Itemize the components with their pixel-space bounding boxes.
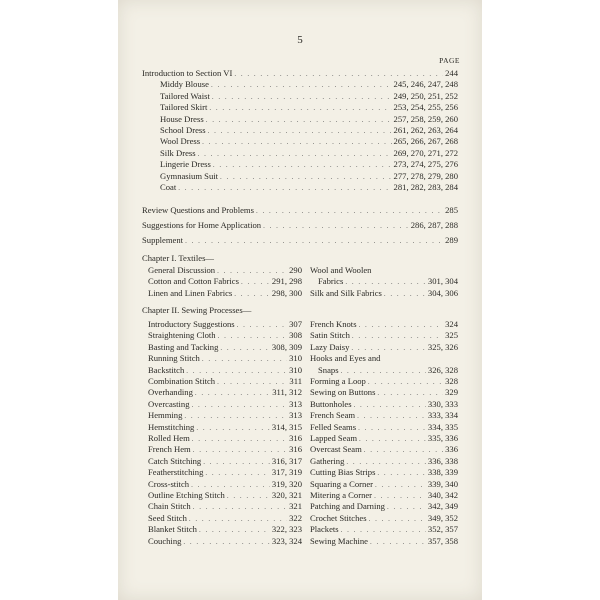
dot-leader	[364, 445, 443, 456]
toc-entry-label: Cross-stitch	[148, 478, 190, 489]
toc-entry-label: Snaps	[318, 364, 339, 375]
toc-entry-pages: 286, 287, 288	[410, 220, 458, 230]
toc-entry	[310, 444, 458, 456]
toc-entry	[310, 513, 458, 525]
toc-entry-label: Buttonholes	[310, 398, 352, 409]
toc-entry-pages: 322, 323	[271, 524, 302, 535]
toc-entry-pages: 311	[289, 376, 302, 386]
dot-leader	[183, 537, 270, 548]
toc-entry-label: Hemming	[148, 410, 183, 421]
dot-leader	[218, 331, 288, 342]
toc-entry	[148, 265, 302, 277]
toc-entry	[160, 182, 458, 194]
dot-leader	[357, 411, 426, 422]
dot-leader	[256, 206, 443, 217]
toc-entry-label: Forming a Loop	[310, 376, 366, 386]
toc-entry	[148, 376, 302, 388]
dot-leader	[377, 388, 443, 399]
toc-entry-label: Blanket Stitch	[148, 524, 197, 535]
toc-entry-pages: 316	[289, 433, 302, 443]
toc-entry-label: Tailored Skirt	[160, 102, 208, 113]
toc-entry-pages: 328	[445, 376, 458, 386]
toc-entry-pages: 253, 254, 255, 256	[393, 102, 458, 113]
dot-leader	[374, 491, 426, 502]
toc-entry-label: Introduction to Section VI	[142, 68, 233, 78]
toc-entry	[310, 422, 458, 434]
toc-entry-label: Satin Stitch	[310, 330, 350, 341]
toc-entry-label: Tailored Waist	[160, 90, 210, 101]
toc-entry	[310, 265, 458, 276]
toc-entry	[148, 276, 302, 288]
dot-leader	[341, 366, 426, 377]
toc-entry-label: Chain Stitch	[148, 501, 191, 512]
dot-leader	[220, 343, 270, 354]
toc-entry-label: Lazy Daisy	[310, 341, 350, 352]
dot-leader	[209, 103, 391, 114]
toc-entry-label: Sewing on Buttons	[310, 387, 376, 398]
toc-entry	[318, 365, 458, 377]
toc-entry	[142, 205, 458, 217]
dot-leader	[217, 266, 287, 277]
dot-leader	[234, 289, 270, 300]
dot-leader	[189, 514, 287, 525]
toc-entry-pages: 285	[445, 205, 458, 215]
toc-entry-label: Introductory Suggestions	[148, 319, 235, 329]
toc-entry-label: Rolled Hem	[148, 433, 190, 443]
chapter-heading: Chapter II. Sewing Processes—	[142, 305, 252, 315]
toc-entry	[148, 479, 302, 491]
toc-entry-label: Mitering a Corner	[310, 490, 373, 500]
toc-entry-label: Plackets	[310, 524, 339, 535]
toc-entry	[310, 433, 458, 445]
toc-entry	[160, 125, 458, 137]
toc-entry	[160, 91, 458, 103]
toc-entry-pages: 325	[445, 330, 458, 341]
dot-leader	[199, 525, 270, 536]
dot-leader	[359, 434, 426, 445]
toc-entry-pages: 313	[289, 410, 302, 421]
toc-entry-label: Hemstitching	[148, 421, 195, 432]
toc-entry-pages: 339, 340	[427, 478, 458, 489]
dot-leader	[358, 423, 426, 434]
toc-entry-pages: 245, 246, 247, 248	[393, 79, 458, 90]
toc-entry	[148, 456, 302, 468]
dot-leader	[178, 183, 391, 194]
dot-leader	[352, 331, 443, 342]
toc-entry-pages: 333, 334	[427, 410, 458, 421]
toc-entry-label: Silk Dress	[160, 147, 196, 158]
toc-entry-pages: 301, 304	[427, 276, 458, 287]
toc-entry	[310, 536, 458, 548]
toc-entry-pages: 319, 320	[271, 478, 302, 489]
dot-leader	[211, 80, 392, 91]
toc-entry-pages: 340, 342	[427, 490, 458, 500]
toc-entry-label: House Dress	[160, 113, 204, 124]
toc-entry	[148, 513, 302, 525]
dot-leader	[212, 92, 392, 103]
toc-entry	[148, 433, 302, 445]
toc-entry-pages: 316	[289, 444, 302, 455]
toc-entry-label: General Discussion	[148, 265, 216, 275]
dot-leader	[196, 423, 270, 434]
toc-entry-label: Lingerie Dress	[160, 159, 211, 170]
dot-leader	[217, 377, 287, 388]
book-page	[118, 0, 482, 600]
toc-entry-pages: 338, 339	[427, 467, 458, 478]
toc-entry	[310, 410, 458, 422]
toc-entry	[310, 467, 458, 479]
toc-entry-pages: 330, 333	[427, 398, 458, 409]
dot-leader	[387, 502, 426, 513]
toc-entry	[310, 490, 458, 502]
toc-entry	[148, 387, 302, 399]
toc-entry-label: Patching and Darning	[310, 501, 385, 512]
toc-entry-label: Fabrics	[318, 276, 344, 287]
toc-entry	[148, 467, 302, 479]
toc-entry-pages: 311, 312	[272, 387, 302, 398]
toc-entry-label: French Hem	[148, 444, 191, 455]
toc-entry-pages: 313	[289, 398, 302, 409]
toc-entry-pages: 336, 338	[427, 455, 458, 466]
toc-entry-label: French Seam	[310, 410, 356, 421]
toc-entry	[310, 288, 458, 300]
toc-entry	[148, 330, 302, 342]
toc-entry-label: Middy Blouse	[160, 79, 209, 90]
toc-entry	[148, 288, 302, 300]
dot-leader	[375, 480, 426, 491]
toc-entry-label: Cotton and Cotton Fabrics	[148, 276, 239, 287]
toc-entry-pages: 326, 328	[427, 364, 458, 375]
toc-entry-pages: 289	[445, 235, 458, 245]
toc-entry-pages: 349, 352	[427, 512, 458, 523]
toc-entry-pages: 316, 317	[271, 455, 302, 466]
toc-entry-label: Featherstitching	[148, 467, 204, 478]
toc-entry	[148, 501, 302, 513]
toc-entry	[160, 102, 458, 114]
toc-entry-pages: 314, 315	[271, 421, 302, 432]
dot-leader	[237, 320, 287, 331]
toc-entry-label: Coat	[160, 182, 177, 192]
toc-entry-label: Cutting Bias Strips	[310, 467, 376, 478]
toc-entry	[160, 171, 458, 183]
toc-entry-label: Linen and Linen Fabrics	[148, 287, 233, 298]
toc-entry	[160, 136, 458, 148]
page-number: 5	[297, 34, 303, 46]
toc-entry-pages: 277, 278, 279, 280	[393, 170, 458, 181]
toc-entry-pages: 325, 326	[427, 341, 458, 352]
toc-entry-label: Combination Stitch	[148, 376, 216, 386]
toc-entry-label: Suggestions for Home Application	[142, 220, 262, 230]
dot-leader	[184, 411, 287, 422]
toc-entry-pages: 329	[445, 387, 458, 398]
toc-section-intro	[142, 68, 458, 80]
toc-entry	[160, 148, 458, 160]
toc-entry	[142, 220, 458, 232]
toc-entry-label: Seed Stitch	[148, 512, 187, 523]
toc-entry-pages: 323, 324	[271, 535, 302, 546]
toc-entry-pages: 336	[445, 444, 458, 455]
dot-leader	[345, 277, 426, 288]
toc-entry-label: Wool and Woolen	[310, 265, 372, 275]
toc-entry-label: Catch Stitching	[148, 455, 202, 466]
toc-entry	[160, 79, 458, 91]
toc-entry-pages: 261, 262, 263, 264	[393, 125, 458, 135]
dot-leader	[213, 160, 392, 171]
dot-leader	[206, 115, 392, 126]
dot-leader	[263, 221, 409, 232]
dot-leader	[369, 514, 426, 525]
toc-entry-pages: 321	[289, 501, 302, 512]
toc-entry	[148, 444, 302, 456]
dot-leader	[198, 149, 392, 160]
toc-entry	[148, 422, 302, 434]
dot-leader	[208, 126, 392, 137]
toc-entry-pages: 352, 357	[427, 524, 458, 535]
toc-entry-label: Overcasting	[148, 398, 190, 409]
toc-entry	[318, 276, 458, 288]
toc-entry	[148, 342, 302, 354]
toc-entry	[310, 342, 458, 354]
dot-leader	[346, 457, 426, 468]
dot-leader	[202, 354, 287, 365]
dot-leader	[359, 320, 444, 331]
toc-entry	[148, 524, 302, 536]
toc-entry-label: French Knots	[310, 319, 357, 329]
dot-leader	[227, 491, 270, 502]
toc-entry-label: Overhanding	[148, 387, 193, 398]
toc-entry-pages: 273, 274, 275, 276	[393, 159, 458, 170]
toc-entry-pages: 334, 335	[427, 421, 458, 432]
toc-entry-label: Lapped Seam	[310, 433, 358, 443]
toc-entry-pages: 244	[445, 68, 458, 78]
dot-leader	[205, 468, 270, 479]
toc-entry-pages: 310	[289, 353, 302, 364]
dot-leader	[384, 289, 426, 300]
toc-entry-label: Hooks and Eyes and	[310, 353, 381, 364]
dot-leader	[195, 388, 270, 399]
toc-entry	[310, 319, 458, 331]
dot-leader	[192, 400, 288, 411]
toc-entry-pages: 265, 266, 267, 268	[393, 136, 458, 147]
toc-entry-label: Sewing Machine	[310, 535, 368, 546]
toc-entry	[310, 376, 458, 388]
toc-entry	[310, 524, 458, 536]
toc-entry	[310, 353, 458, 364]
toc-entry	[310, 479, 458, 491]
dot-leader	[354, 400, 426, 411]
toc-entry	[148, 353, 302, 365]
toc-entry-pages: 357, 358	[427, 535, 458, 546]
page-column-header: PAGE	[439, 56, 460, 65]
toc-entry-label: Supplement	[142, 235, 184, 245]
toc-entry-label: Couching	[148, 535, 182, 546]
dot-leader	[185, 236, 443, 247]
toc-entry-label: Squaring a Corner	[310, 478, 374, 489]
toc-entry-label: School Dress	[160, 125, 206, 135]
toc-entry	[310, 456, 458, 468]
dot-leader	[341, 525, 426, 536]
toc-entry-pages: 281, 282, 283, 284	[393, 182, 458, 192]
toc-entry-pages: 307	[289, 319, 302, 329]
toc-entry-pages: 342, 349	[427, 501, 458, 512]
toc-entry	[142, 235, 458, 247]
toc-entry	[148, 490, 302, 502]
toc-entry	[310, 399, 458, 411]
toc-entry-pages: 249, 250, 251, 252	[393, 90, 458, 101]
chapter-heading: Chapter I. Textiles—	[142, 253, 215, 263]
toc-entry-label: Felled Seams	[310, 421, 357, 432]
toc-entry-pages: 257, 258, 259, 260	[393, 113, 458, 124]
toc-entry	[148, 410, 302, 422]
toc-entry-pages: 269, 270, 271, 272	[393, 147, 458, 158]
toc-entry	[310, 387, 458, 399]
toc-entry-pages: 322	[289, 512, 302, 523]
toc-entry-pages: 308	[289, 330, 302, 341]
toc-entry-label: Outline Etching Stitch	[148, 490, 225, 500]
toc-entry-label: Running Stitch	[148, 353, 200, 364]
dot-leader	[202, 137, 391, 148]
toc-entry-label: Silk and Silk Fabrics	[310, 287, 382, 298]
toc-entry-label: Gathering	[310, 455, 345, 466]
dot-leader	[193, 502, 287, 513]
dot-leader	[191, 480, 270, 491]
toc-entry-pages: 310	[289, 364, 302, 375]
toc-entry-pages: 291, 298	[271, 276, 302, 287]
toc-entry-label: Overcast Seam	[310, 444, 362, 455]
toc-entry-pages: 304, 306	[427, 287, 458, 298]
dot-leader	[186, 366, 287, 377]
toc-entry	[160, 159, 458, 171]
toc-entry-pages: 317, 319	[271, 467, 302, 478]
dot-leader	[193, 445, 287, 456]
toc-entry-label: Basting and Tacking	[148, 341, 219, 352]
dot-leader	[370, 537, 426, 548]
toc-entry-label: Backstitch	[148, 364, 185, 375]
toc-entry-label: Wool Dress	[160, 136, 201, 147]
toc-entry	[310, 501, 458, 513]
toc-entry-label: Review Questions and Problems	[142, 205, 254, 215]
toc-entry-pages: 324	[445, 319, 458, 329]
toc-entry-pages: 320, 321	[271, 490, 302, 500]
toc-entry-pages: 335, 336	[427, 433, 458, 443]
toc-entry	[160, 114, 458, 126]
toc-entry-pages: 298, 300	[271, 287, 302, 298]
toc-entry-pages: 290	[289, 265, 302, 275]
toc-entry-label: Crochet Stitches	[310, 512, 367, 523]
toc-entry	[148, 399, 302, 411]
dot-leader	[220, 172, 392, 183]
toc-entry	[148, 536, 302, 548]
toc-entry	[148, 319, 302, 331]
dot-leader	[203, 457, 270, 468]
dot-leader	[241, 277, 270, 288]
dot-leader	[368, 377, 443, 388]
toc-entry-label: Gymnasium Suit	[160, 170, 219, 181]
dot-leader	[234, 69, 443, 80]
toc-entry	[310, 330, 458, 342]
toc-entry-label: Straightening Cloth	[148, 330, 216, 341]
toc-entry-pages: 308, 309	[271, 341, 302, 352]
dot-leader	[192, 434, 287, 445]
toc-entry	[148, 365, 302, 377]
dot-leader	[351, 343, 426, 354]
dot-leader	[377, 468, 426, 479]
